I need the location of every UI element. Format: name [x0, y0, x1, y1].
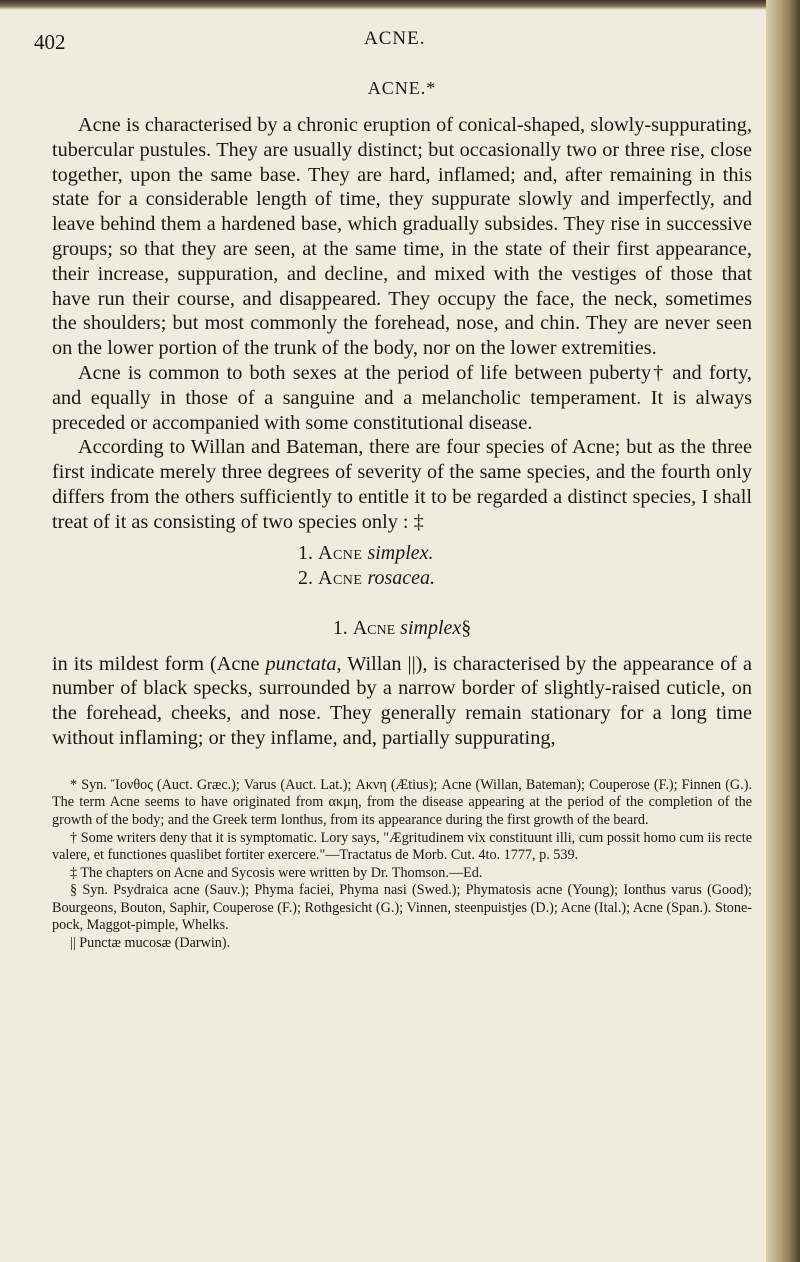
species-epithet: rosacea.: [367, 566, 436, 589]
species-genus: Acne: [318, 541, 363, 564]
paragraph-intro: Acne is characterised by a chronic eruption of conical-shaped, slowly-suppurating, tubercular pustules. They are usually distinct; but occasionally two or three rise, close together, upon the same base. They are hard, inflamed; and, after remaining in this state for a considerable length of time, they suppurate slowly and imperfectly, and leave behind them a hardened base, which gradually subsides. They rise in successive groups; so that they are seen, at the same time, in the state of their first appearance, their increase, suppuration, and decline, and mixed with the vestiges of those that have run their course, and disappeared. They occupy the face, the neck, sometimes the shoulders; but most commonly the forehead, nose, and chin. They are never seen on the lower portion of the trunk of the body, nor on the lower extremities.: [52, 114, 752, 360]
simplex-lead-italic: punctata: [265, 652, 337, 675]
species-number: 1.: [298, 541, 313, 564]
footnote-star: * Syn. Ἴονθος (Auct. Græc.); Varus (Auct. Lat.); Ακνη (Ætius); Acne (Willan, Bateman); Couperose (F.); Finnen (G.). The term Acne seems to have originated from ακμη, from the disease appearing at the period of the completion of the growth of the body; and the Greek term Ionthus, from its appearance during the first growth of the beard.: [52, 776, 752, 828]
main-text: [52, 113, 752, 535]
running-title: ACNE.: [364, 28, 426, 49]
page-number: 402: [34, 30, 66, 54]
footnote-section: § Syn. Psydraica acne (Sauv.); Phyma faciei, Phyma nasi (Swed.); Phymatosis acne (Young); Ionthus varus (Good); Bourgeons, Bouton, Saphir, Couperose (F.); Rothgesicht (G.); Vinnen, steenpuistjes (D.); Acne (Ital.); Acne (Span.). Stone-pock, Maggot-pimple, Whelks.: [52, 882, 752, 934]
footnote-parallel: || Punctæ mucosæ (Darwin).: [70, 935, 231, 952]
running-head: [34, 18, 752, 54]
section-heading: [52, 617, 752, 640]
scan-binding-edge: [766, 0, 800, 1262]
section-genus: Acne: [352, 616, 396, 639]
paragraph-simplex: [52, 652, 752, 751]
section-number: 1.: [332, 616, 348, 639]
species-number: 2.: [298, 566, 313, 589]
simplex-lead: in its mildest form (Acne: [52, 652, 266, 675]
paragraph-species: According to Willan and Bateman, there are four species of Acne; but as the three first indicate merely three degrees of severity of the same species, and the fourth only differs from the others sufficiently to entitle it to be regarded a distinct species, I shall treat of it as consisting of two species only : ‡: [52, 436, 752, 533]
paragraph-incidence: Acne is common to both sexes at the period of life between puberty† and forty, and equally in those of a sanguine and a melancholic temperament. It is always preceded or accompanied with some constitutional disease.: [52, 361, 752, 434]
footnote-dagger: † Some writers deny that it is symptomatic. Lory says, "Ægritudinem vix constituunt illi, cum possit homo cum iis recte valere, et functiones quaslibet fortiter exercere."—Tractatus de Morb. Cut. 4to. 1777, p. 539.: [52, 829, 752, 864]
chapter-title: ACNE.*: [367, 78, 437, 98]
species-list: [52, 541, 752, 591]
footnote-double-dagger: ‡ The chapters on Acne and Sycosis were written by Dr. Thomson.—Ed.: [70, 864, 483, 881]
section-footnote-mark: §: [461, 616, 472, 639]
book-page: [34, 18, 752, 953]
species-item-rosacea: [52, 566, 752, 591]
species-genus: Acne: [318, 566, 363, 589]
species-item-simplex: [52, 541, 752, 566]
species-epithet: simplex.: [367, 541, 434, 564]
section-epithet: simplex: [400, 616, 462, 639]
scan-top-edge: [0, 0, 800, 10]
simplex-text: , Willan ||), is characterised by the appearance of a number of black specks, surrounded by a narrow border of slightly-raised cuticle, on the forehead, cheeks, and nose. They generally remain stationary for a long time without inflaming; or they inflame, and, partially suppurating,: [52, 652, 752, 749]
footnotes: [52, 777, 752, 953]
section-text: [52, 652, 752, 751]
